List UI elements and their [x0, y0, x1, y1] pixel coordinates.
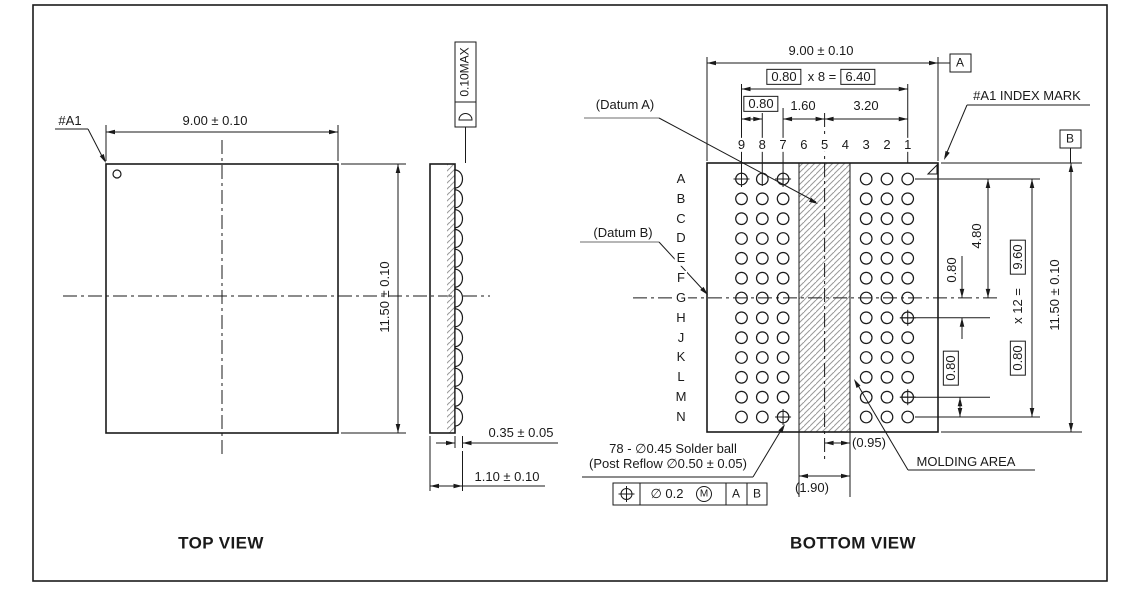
datum-a-flag: A [955, 55, 965, 70]
row-label: F [677, 270, 685, 286]
row-span-prefix-dim: 0.80 [1010, 340, 1026, 375]
bottom-view-width-dim: 9.00 ± 0.10 [788, 42, 854, 58]
solder-ball [736, 352, 748, 364]
solder-ball [860, 332, 872, 344]
solder-ball [736, 332, 748, 344]
solder-ball [881, 233, 893, 245]
side-view-flatness-value: 0.10MAX [457, 47, 472, 97]
row-span-mid: x 12 = [1009, 288, 1025, 324]
top-view-height-dim: 11.50 ± 0.10 [376, 261, 392, 333]
row-label: L [677, 369, 685, 385]
row-pitch-m-n-dim: 0.80 [943, 350, 959, 385]
solder-ball [881, 372, 893, 384]
solder-ball [777, 233, 789, 245]
solder-ball [881, 173, 893, 185]
col-label: 2 [883, 136, 891, 152]
solder-ball [757, 352, 769, 364]
row-label: H [676, 309, 686, 325]
bottom-view-title: BOTTOM VIEW [790, 533, 916, 553]
solder-ball [757, 193, 769, 205]
solder-ball [902, 272, 914, 284]
solder-ball [881, 272, 893, 284]
row-label: K [676, 349, 686, 365]
solder-ball [860, 193, 872, 205]
ball-callout-line1: 78 - ∅0.45 Solder ball [609, 440, 737, 456]
solder-ball [736, 312, 748, 324]
side-view-thickness-dim: 1.10 ± 0.10 [474, 468, 540, 484]
fcf-tolerance: ∅ 0.2 [650, 485, 684, 501]
col-label: 3 [862, 136, 870, 152]
solder-ball [881, 193, 893, 205]
solder-ball [881, 391, 893, 403]
solder-ball [902, 213, 914, 225]
row-label: D [676, 230, 686, 246]
solder-ball [860, 233, 872, 245]
solder-ball [860, 312, 872, 324]
solder-ball [860, 213, 872, 225]
hatch-width-dim: (1.90) [795, 479, 829, 495]
solder-ball [860, 272, 872, 284]
molding-area-note: MOLDING AREA [916, 453, 1016, 469]
col-label: 7 [779, 136, 787, 152]
solder-ball [757, 233, 769, 245]
solder-ball [860, 173, 872, 185]
solder-ball [736, 213, 748, 225]
col-span-prefix-dim: 0.80 [766, 69, 801, 85]
top-view-title: TOP VIEW [178, 533, 264, 553]
hatch-half-width-dim: (0.95) [852, 434, 886, 450]
solder-ball [736, 372, 748, 384]
col-pitch-dim: 0.80 [743, 96, 778, 112]
solder-ball [860, 352, 872, 364]
solder-ball [881, 252, 893, 264]
solder-ball [777, 252, 789, 264]
top-view-width-dim: 9.00 ± 0.10 [182, 112, 248, 128]
solder-ball [902, 233, 914, 245]
col-label: 8 [758, 136, 766, 152]
dim-1-60: 1.60 [790, 97, 816, 113]
solder-ball [736, 252, 748, 264]
side-view-ball-height-dim: 0.35 ± 0.05 [488, 424, 554, 440]
solder-ball [757, 272, 769, 284]
fcf-modifier: M [699, 488, 709, 500]
solder-ball [777, 312, 789, 324]
solder-ball [736, 391, 748, 403]
solder-ball [902, 352, 914, 364]
row-label: E [676, 250, 686, 266]
solder-ball [902, 173, 914, 185]
solder-ball [757, 213, 769, 225]
solder-ball [777, 391, 789, 403]
solder-ball [777, 213, 789, 225]
solder-ball [777, 193, 789, 205]
bottom-view-height-dim: 11.50 ± 0.10 [1046, 259, 1062, 331]
solder-ball [757, 332, 769, 344]
solder-ball [902, 193, 914, 205]
row-label: C [676, 210, 686, 226]
datum-b-flag: B [1065, 131, 1075, 146]
solder-ball [736, 272, 748, 284]
row-label: A [676, 170, 686, 186]
solder-ball [757, 252, 769, 264]
row-pitch-g-h-dim: 0.80 [943, 257, 959, 283]
top-view-pin-a1-label: #A1 [58, 112, 82, 128]
row-span-a-g-dim: 4.80 [968, 223, 984, 249]
solder-ball [902, 411, 914, 423]
col-label: 6 [800, 136, 808, 152]
row-label: M [675, 389, 687, 405]
solder-ball [777, 272, 789, 284]
col-label: 4 [841, 136, 850, 152]
solder-ball [777, 332, 789, 344]
solder-ball [736, 233, 748, 245]
datum-a-note: (Datum A) [595, 96, 655, 112]
fcf-datum-2: B [752, 486, 762, 501]
row-label: J [677, 329, 685, 345]
solder-ball [777, 372, 789, 384]
col-label: 5 [820, 136, 829, 152]
row-label: N [676, 408, 686, 424]
solder-ball [757, 411, 769, 423]
solder-ball [757, 312, 769, 324]
dim-3-20: 3.20 [853, 97, 879, 113]
solder-ball [881, 332, 893, 344]
col-span-mid: x 8 = [807, 68, 837, 84]
datum-b-note: (Datum B) [593, 224, 653, 240]
solder-ball [757, 391, 769, 403]
solder-ball [881, 411, 893, 423]
col-span-total-dim: 6.40 [840, 69, 875, 85]
solder-ball [736, 193, 748, 205]
solder-ball [860, 411, 872, 423]
solder-ball [902, 372, 914, 384]
index-mark-note: #A1 INDEX MARK [973, 87, 1081, 103]
solder-ball [736, 411, 748, 423]
ball-callout-line2: (Post Reflow ∅0.50 ± 0.05) [589, 455, 747, 471]
solder-ball [860, 252, 872, 264]
col-label: 9 [737, 136, 746, 152]
col-label: 1 [904, 136, 912, 152]
solder-ball [881, 352, 893, 364]
solder-ball [881, 312, 893, 324]
fcf-datum-1: A [731, 486, 741, 501]
solder-ball [860, 372, 872, 384]
solder-ball [902, 252, 914, 264]
row-label: B [676, 190, 686, 206]
solder-ball [881, 213, 893, 225]
solder-ball [757, 372, 769, 384]
solder-ball [902, 332, 914, 344]
solder-ball [777, 352, 789, 364]
row-span-total-dim: 9.60 [1010, 239, 1026, 274]
row-label: G [675, 289, 687, 305]
